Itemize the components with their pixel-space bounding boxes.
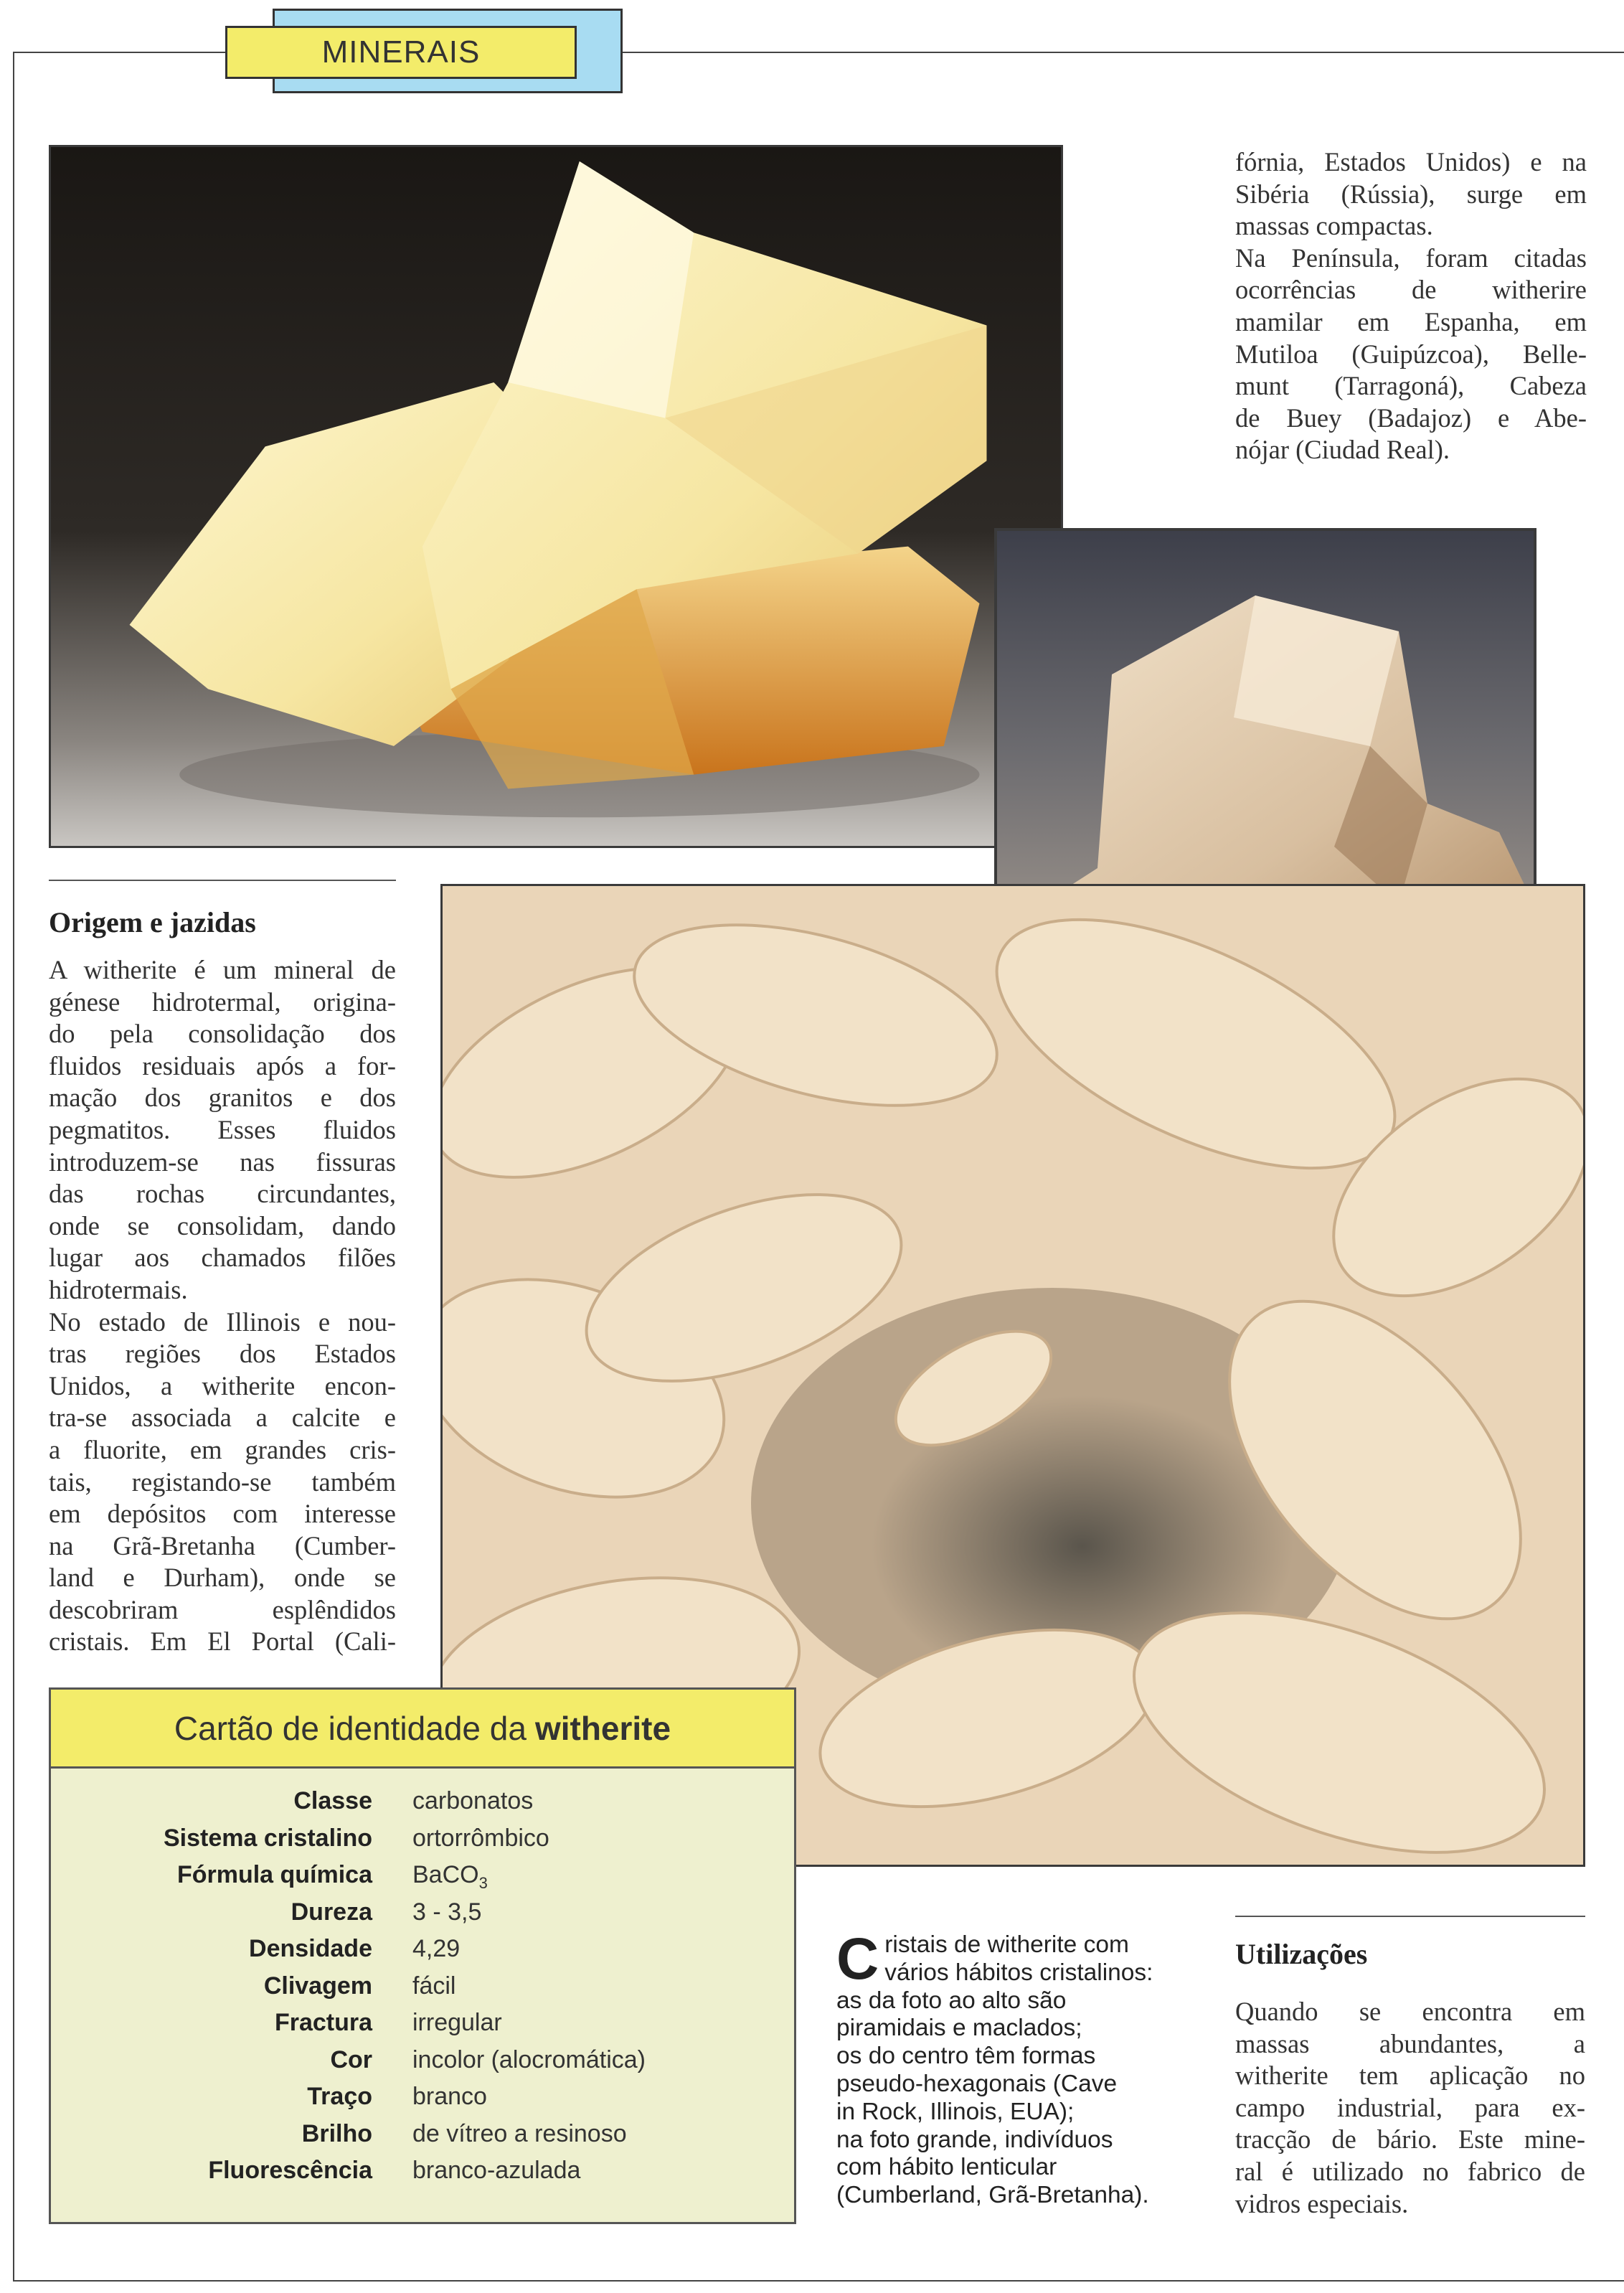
card-label: Traço: [307, 2083, 372, 2110]
card-label: Brilho: [301, 2119, 372, 2147]
card-value: carbonatos: [412, 1787, 534, 1814]
caption-line: in Rock, Illinois, EUA);: [836, 2098, 1075, 2125]
text-line: land e Durham), onde se: [49, 1563, 396, 1593]
card-row: [51, 1787, 794, 1824]
text-line: campo industrial, para ex-: [1235, 2092, 1585, 2122]
card-row: [51, 2046, 794, 2084]
card-value-formula: [412, 1861, 488, 1893]
card-label: Dureza: [291, 1898, 372, 1926]
card-label: Classe: [293, 1787, 372, 1814]
caption-line: (Cumberland, Grã-Bretanha).: [836, 2182, 1149, 2209]
card-label: Sistema cristalino: [163, 1824, 372, 1852]
caption-line: vários hábitos cristalinos:: [884, 1959, 1153, 1986]
utilizacoes-text: [1235, 1996, 1585, 2220]
card-value: 4,29: [412, 1935, 461, 1962]
text-line: a fluorite, em grandes cris-: [49, 1434, 396, 1464]
text-line: hidrotermais.: [49, 1274, 188, 1304]
card-label: Cor: [330, 2045, 372, 2073]
text-line: massas abundantes, a: [1235, 2028, 1585, 2058]
section-tab-label: MINERAIS: [225, 26, 577, 79]
text-line: onde se consolidam, dando: [49, 1210, 396, 1240]
card-row: [51, 2120, 794, 2157]
card-row: [51, 1861, 794, 1898]
photo-caption: [836, 1926, 1181, 2210]
card-label: Clivagem: [263, 1972, 372, 2000]
card-title-prefix: Cartão de identidade da: [174, 1709, 527, 1747]
continuation-text: [1235, 146, 1587, 466]
text-line: mação dos granitos e dos: [49, 1083, 396, 1113]
card-label: Fractura: [274, 2009, 372, 2036]
formula-base: BaCO: [412, 1861, 479, 1888]
text-line: cristais. Em El Portal (Cali-: [49, 1626, 396, 1657]
text-line: Na Península, foram citadas: [1235, 243, 1587, 273]
card-row: [51, 1898, 794, 1936]
caption-line: as da foto ao alto são: [836, 1987, 1067, 2014]
card-label: Fluorescência: [208, 2157, 372, 2184]
text-line: Sibéria (Rússia), surge em: [1235, 179, 1587, 209]
text-line: Unidos, a witherite encon-: [49, 1370, 396, 1400]
card-value: branco: [412, 2083, 487, 2110]
caption-line: na foto grande, indivíduos: [836, 2126, 1113, 2153]
text-line: ral é utilizado no fabrico de: [1235, 2156, 1585, 2186]
card-title-mineral: witherite: [534, 1709, 671, 1747]
caption-line: pseudo-hexagonais (Cave: [836, 2070, 1118, 2097]
text-line: lugar aos chamados filões: [49, 1243, 396, 1273]
caption-line: com hábito lenticular: [836, 2154, 1057, 2181]
text-line: na Grã-Bretanha (Cumber-: [49, 1530, 396, 1560]
text-line: fórnia, Estados Unidos) e na: [1235, 147, 1587, 176]
text-line: ocorrências de witherire: [1235, 275, 1587, 305]
text-line: em depósitos com interesse: [49, 1499, 396, 1529]
text-line: witherite tem aplicação no: [1235, 2061, 1585, 2091]
text-line: fluidos residuais após a for-: [49, 1050, 396, 1080]
text-line: nójar (Ciudad Real).: [1235, 435, 1450, 465]
text-line: tras regiões dos Estados: [49, 1339, 396, 1369]
identity-card: [49, 1687, 796, 2224]
text-line: das rochas circundantes,: [49, 1179, 396, 1209]
text-line: pegmatitos. Esses fluidos: [49, 1114, 396, 1144]
card-row: [51, 1824, 794, 1862]
card-value: fácil: [412, 1972, 456, 2000]
text-line: tracção de bário. Este mine-: [1235, 2124, 1585, 2155]
text-line: Mutiloa (Guipúzcoa), Belle-: [1235, 339, 1587, 369]
caption-line: os do centro têm formas: [836, 2043, 1096, 2070]
text-line: introduzem-se nas fissuras: [49, 1146, 396, 1177]
heading-origem-jazidas: Origem e jazidas: [49, 906, 256, 938]
card-row: [51, 2009, 794, 2046]
card-label: Fórmula química: [176, 1861, 372, 1888]
text-line: descobriram esplêndidos: [49, 1594, 396, 1624]
card-value: branco-azulada: [412, 2157, 581, 2184]
card-row: [51, 2157, 794, 2194]
card-row: [51, 1935, 794, 1972]
text-line: Quando se encontra em: [1235, 1997, 1585, 2026]
heading-utilizacoes: Utilizações: [1235, 1938, 1368, 1970]
identity-card-title: [51, 1690, 794, 1769]
text-line: do pela consolidação dos: [49, 1019, 396, 1049]
text-line: mamilar em Espanha, em: [1235, 306, 1587, 336]
card-row: [51, 1972, 794, 2010]
formula-subscript: 3: [478, 1873, 488, 1892]
text-line: munt (Tarragoná), Cabeza: [1235, 371, 1587, 401]
text-line: massas compactas.: [1235, 211, 1433, 241]
text-line: No estado de Illinois e nou-: [49, 1306, 396, 1337]
section-divider: [49, 880, 396, 881]
text-line: vidros especiais.: [1235, 2188, 1409, 2218]
caption-line: ristais de witherite com: [884, 1931, 1129, 1958]
text-line: génese hidrotermal, origina-: [49, 987, 396, 1017]
text-line: tra-se associada a calcite e: [49, 1403, 396, 1433]
card-value: ortorrômbico: [412, 1824, 549, 1852]
text-line: A witherite é um mineral de: [49, 955, 396, 984]
origem-text: [49, 954, 396, 1658]
card-label: Densidade: [249, 1935, 372, 1962]
caption-drop-cap: C: [836, 1926, 879, 1992]
card-value: incolor (alocromática): [412, 2045, 646, 2073]
text-line: tais, registando-se também: [49, 1466, 396, 1497]
section-divider: [1235, 1916, 1585, 1917]
photo-pyramidal-crystals: [49, 145, 1063, 848]
card-row: [51, 2083, 794, 2120]
card-value: irregular: [412, 2009, 502, 2036]
card-value: de vítreo a resinoso: [412, 2119, 627, 2147]
text-line: de Buey (Badajoz) e Abe-: [1235, 402, 1587, 433]
card-value: 3 - 3,5: [412, 1898, 482, 1926]
caption-line: piramidais e maclados;: [836, 2015, 1082, 2042]
